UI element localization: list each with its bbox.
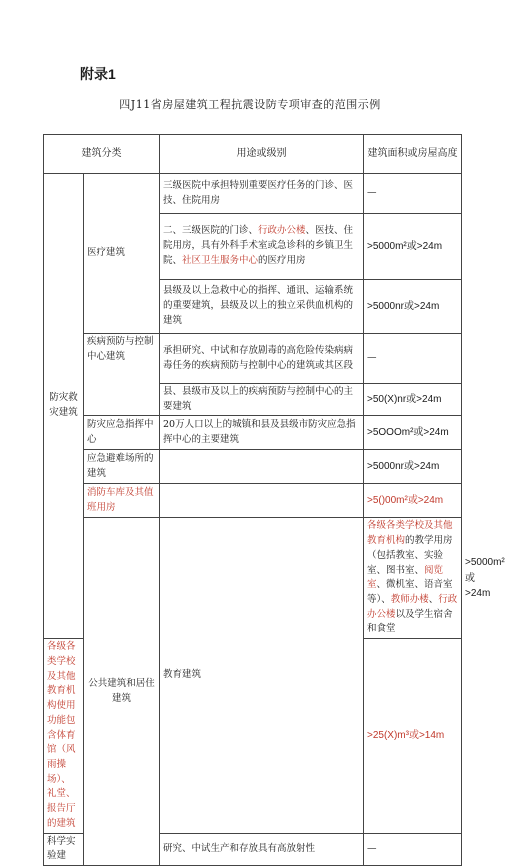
use-text: 、微机室、语音室等）、 — [367, 579, 453, 606]
use-cell: 承担研究、中试和存放剧毒的高危险传染病病毒任务的疾病预防与控制中心的建筑或其区段 — [160, 334, 364, 384]
appendix-label: 附录1 — [80, 66, 116, 82]
subcat-fire-garage: 消防车库及其值班用房 — [84, 484, 160, 518]
subcat-cdc: 疾病预防与控制中心建筑 — [84, 334, 160, 416]
use-cell — [160, 450, 364, 484]
use-text: 的教学用房（包括教室、实验室、图书室、 — [367, 535, 453, 576]
use-text-highlight: 行政办公楼 — [258, 225, 306, 237]
use-text-highlight: 各级各类学校及其他教育机构 — [367, 520, 453, 547]
use-text-highlight: 阅览室 — [367, 564, 444, 591]
use-text: 、 — [428, 594, 439, 606]
area-cell: >5000nr或>24m — [364, 450, 462, 484]
header-category: 建筑分类 — [44, 135, 160, 174]
subcat-lab: 科学实验建 — [44, 833, 84, 865]
table-row — [44, 484, 462, 518]
table-row — [44, 334, 462, 384]
use-text: 的医疗用房 — [258, 254, 306, 266]
use-cell — [160, 214, 364, 280]
area-cell: >5()00m²或>24m — [364, 484, 462, 518]
subcat-emergency-command: 防灾应急指挥中心 — [84, 416, 160, 450]
subcat-shelter: 应急避难场所的建筑 — [84, 450, 160, 484]
use-cell — [364, 518, 462, 639]
table-row — [44, 416, 462, 450]
use-cell: 县级及以上急救中心的指挥、通讯、运输系统的重要建筑，县级及以上的独立采供血机构的建筑 — [160, 280, 364, 334]
use-text-highlight: 社区卫生服务中心 — [182, 254, 259, 266]
area-cell: — — [364, 174, 462, 214]
area-cell: >5000nr或>24m — [364, 280, 462, 334]
use-cell: 研究、中试生产和存放具有高放射性 — [160, 833, 364, 865]
table-row: 公共建筑和居住建筑 教育建筑 各级各类学校及其他教育机构的教学用房（包括教室、实验室、图书室、阅览室、微机室、语音室等）、教师办楼、行政办公楼以及学生宿舍和食堂 >5000m²或>24m — [44, 518, 462, 639]
group-public-residential: 公共建筑和居住建筑 — [84, 518, 160, 866]
area-cell: >25(X)m³或>14m — [364, 639, 462, 833]
area-cell: >5OOOm²或>24m — [364, 416, 462, 450]
subcat-education: 教育建筑 — [160, 518, 364, 833]
use-cell: 县、县级市及以上的疾病预防与控制中心的主要建筑 — [160, 384, 364, 416]
use-text: 二、三级医院的门诊、 — [163, 225, 259, 237]
use-text: 以及学生宿舍和食堂 — [367, 608, 453, 635]
area-cell: — — [364, 334, 462, 384]
use-cell: 各级各类学校及其他教育机构使用功能包含体育馆（风雨操场）、礼堂、报告厅的建筑 — [44, 639, 84, 833]
area-cell: >50(X)nr或>24m — [364, 384, 462, 416]
review-scope-table — [43, 134, 505, 866]
header-area: 建筑面积或房屋高度 — [364, 135, 462, 174]
area-cell: — — [364, 833, 462, 865]
use-text: 、医技、住院用房，具有外科手术室或急诊科的乡镇卫生院、 — [163, 225, 354, 266]
subcat-medical: 医疗建筑 — [84, 174, 160, 334]
area-cell: >5000m²或>24m — [364, 214, 462, 280]
use-text-highlight: 行政办公楼 — [367, 594, 458, 620]
table-row — [44, 450, 462, 484]
table-row — [44, 174, 462, 214]
group-disaster-relief: 防灾救灾建筑 — [44, 174, 84, 639]
document-title: 四J11省房屋建筑工程抗震设防专项审查的范围示例 — [119, 98, 381, 111]
header-use: 用途或级别 — [160, 135, 364, 174]
use-cell: 三级医院中承担特别重要医疗任务的门诊、医技、住院用房 — [160, 174, 364, 214]
use-cell — [160, 484, 364, 518]
table-header-row — [44, 135, 462, 174]
use-cell: 20万人口以上的城镇和县及县级市防灾应急指挥中心的主要建筑 — [160, 416, 364, 450]
use-text-highlight: 教师办楼 — [390, 594, 429, 606]
